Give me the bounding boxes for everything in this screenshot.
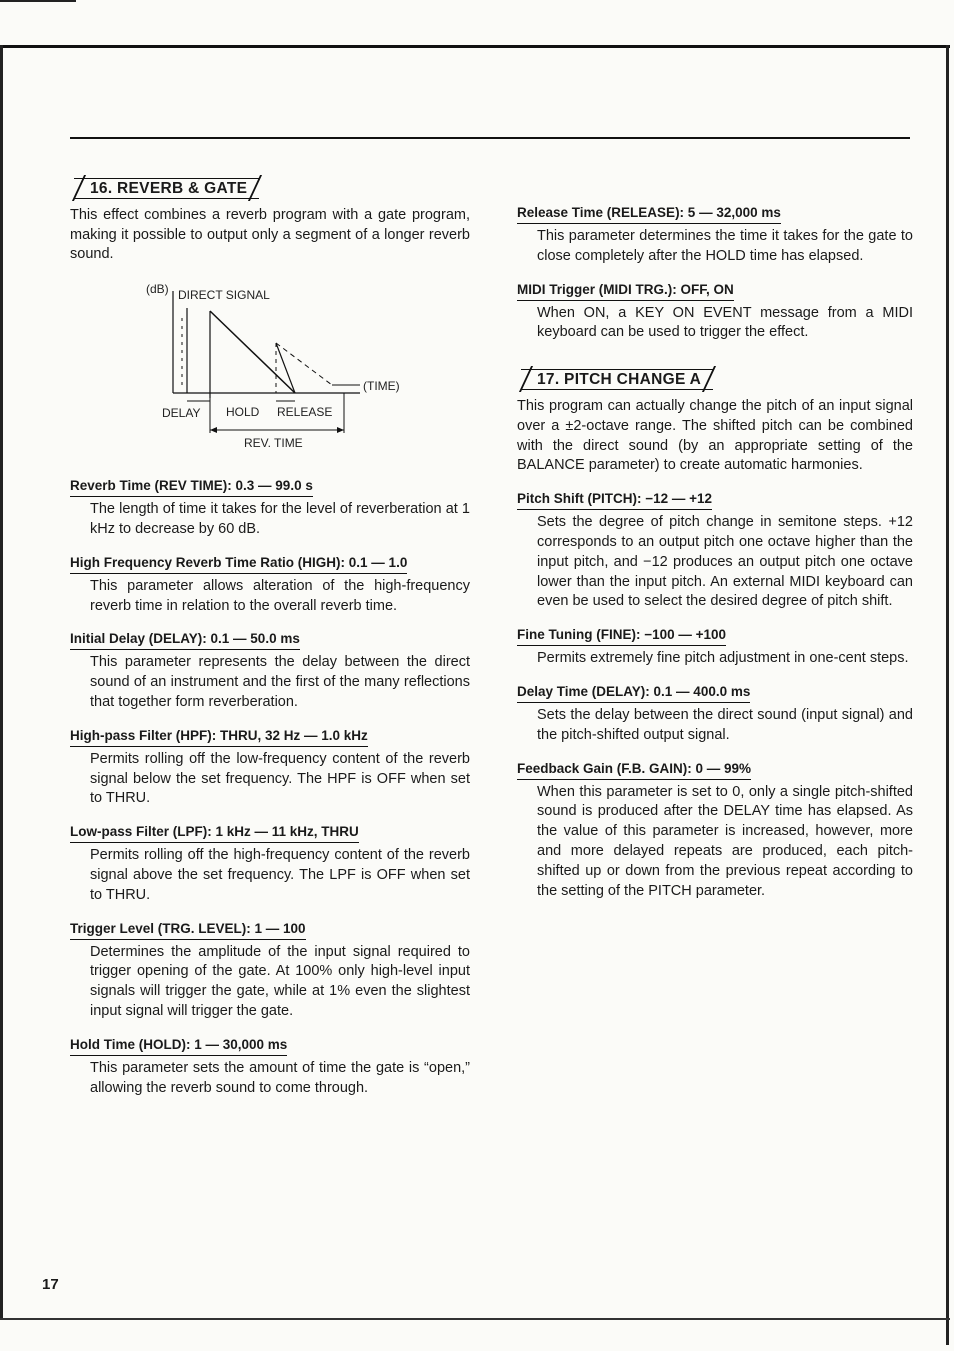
param-desc: Permits rolling off the high-frequency content of the reverb signal above the set frequency. The LPF is OFF when set to THRU.	[90, 847, 470, 903]
param-hold-time	[70, 1036, 470, 1099]
param-desc: Sets the degree of pitch change in semitone steps. +12 corresponds to an output pitch one octave higher than the input pitch, and −12 produces an output pitch one octave lower than the input pitch. An external MIDI keyboard can even be used to select the desired degree of pitch shift.	[537, 514, 913, 610]
section-intro: This program can actually change the pitch of an input signal over a ±2-octave range. The shifted pitch can be combined with the direct sound (by an appropriate setting of the BALANCE parameter) to create automatic harmonies.	[517, 397, 913, 474]
section-intro: This effect combines a reverb program with a gate program, making it possible to output only a segment of a longer reverb sound.	[70, 206, 470, 263]
header-rule	[70, 137, 910, 139]
reverb-gate-diagram	[70, 273, 470, 463]
rev-time-arrow-left	[210, 427, 217, 433]
param-title: Delay Time (DELAY): 0.1 — 400.0 ms	[517, 683, 750, 703]
param-desc: Determines the amplitude of the input signal required to trigger opening of the gate. At 100% only high-level input signals will trigger the gate, while at 1% even the slightest input signal will trigger the gate.	[90, 943, 470, 1019]
param-pitch-shift	[517, 490, 913, 612]
param-desc: When ON, a KEY ON EVENT message from a MIDI keyboard can be used to trigger the effect.	[537, 304, 913, 341]
delay-label: DELAY	[162, 406, 201, 421]
page-frame-left	[0, 45, 3, 1320]
param-initial-delay	[70, 630, 470, 712]
param-lpf	[70, 823, 470, 905]
param-trigger-level	[70, 920, 470, 1022]
param-title: High Frequency Reverb Time Ratio (HIGH): 0.1 — 1.0	[70, 554, 407, 574]
param-midi-trigger	[517, 281, 913, 344]
param-title: Release Time (RELEASE): 5 — 32,000 ms	[517, 204, 781, 224]
param-desc: This parameter determines the time it takes for the gate to close completely after the HOLD time has elapsed.	[537, 228, 913, 264]
corner-mark	[0, 0, 76, 2]
page-frame-bottom	[0, 1318, 950, 1320]
param-desc: This parameter sets the amount of time the gate is “open,” allowing the reverb sound to come through.	[90, 1059, 470, 1096]
db-label: (dB)	[146, 282, 169, 297]
param-title: Reverb Time (REV TIME): 0.3 — 99.0 s	[70, 477, 313, 497]
param-release-time	[517, 204, 913, 267]
param-desc: Permits rolling off the low-frequency content of the reverb signal below the set frequency. The HPF is OFF when set to THRU.	[90, 750, 470, 807]
param-desc: This parameter represents the delay between the direct sound of an instrument and the first of the many reflections that together form reverberation.	[90, 654, 470, 710]
time-label: (TIME)	[363, 379, 400, 394]
param-high-ratio	[70, 554, 470, 617]
release-label: RELEASE	[277, 405, 333, 420]
param-title: Low-pass Filter (LPF): 1 kHz — 11 kHz, THRU	[70, 823, 359, 843]
rev-time-arrow-right	[337, 427, 344, 433]
param-delay-time	[517, 683, 913, 746]
param-title: Initial Delay (DELAY): 0.1 — 50.0 ms	[70, 630, 300, 650]
param-title: Hold Time (HOLD): 1 — 30,000 ms	[70, 1036, 287, 1056]
reverb-decay-line	[210, 311, 295, 393]
hold-label: HOLD	[226, 405, 260, 420]
left-column	[70, 178, 470, 1098]
param-hpf	[70, 727, 470, 809]
param-desc: Permits extremely fine pitch adjustment in one-cent steps.	[537, 650, 909, 667]
section-heading-pitch-change: 17. PITCH CHANGE A	[521, 369, 713, 390]
param-title: Pitch Shift (PITCH): −12 — +12	[517, 490, 712, 510]
page-number: 17	[42, 1276, 59, 1293]
envelope-diagram	[70, 273, 470, 463]
page-frame-top	[0, 45, 950, 48]
param-title: Feedback Gain (F.B. GAIN): 0 — 99%	[517, 760, 751, 780]
param-desc: The length of time it takes for the level of reverberation at 1 kHz to decrease by 60 dB.	[90, 501, 470, 537]
param-feedback-gain	[517, 760, 913, 902]
param-reverb-time	[70, 477, 470, 540]
param-desc: Sets the delay between the direct sound (input signal) and the pitch-shifted output signal.	[537, 706, 913, 743]
section-pitch-change	[517, 369, 913, 476]
param-title: Trigger Level (TRG. LEVEL): 1 — 100	[70, 920, 306, 940]
direct-signal-label: DIRECT SIGNAL	[178, 288, 270, 303]
page-frame-right	[946, 45, 949, 1345]
section-heading-reverb-gate: 16. REVERB & GATE	[74, 178, 259, 199]
param-desc: When this parameter is set to 0, only a single pitch-shifted sound is produced after the DELAY time has elapsed. As the value of this parameter is increased, however, more and more delayed repeats are produced, each pitch-shifted up or down from the previous repeat according to the setting of the PITCH parameter.	[537, 783, 913, 899]
param-title: High-pass Filter (HPF): THRU, 32 Hz — 1.0 kHz	[70, 727, 368, 747]
param-fine-tuning	[517, 626, 913, 669]
param-desc: This parameter allows alteration of the high-frequency reverb time in relation to the overall reverb time.	[90, 577, 470, 614]
rev-time-label: REV. TIME	[244, 436, 303, 451]
param-title: MIDI Trigger (MIDI TRG.): OFF, ON	[517, 281, 734, 301]
param-title: Fine Tuning (FINE): −100 — +100	[517, 626, 726, 646]
right-column	[517, 204, 913, 901]
